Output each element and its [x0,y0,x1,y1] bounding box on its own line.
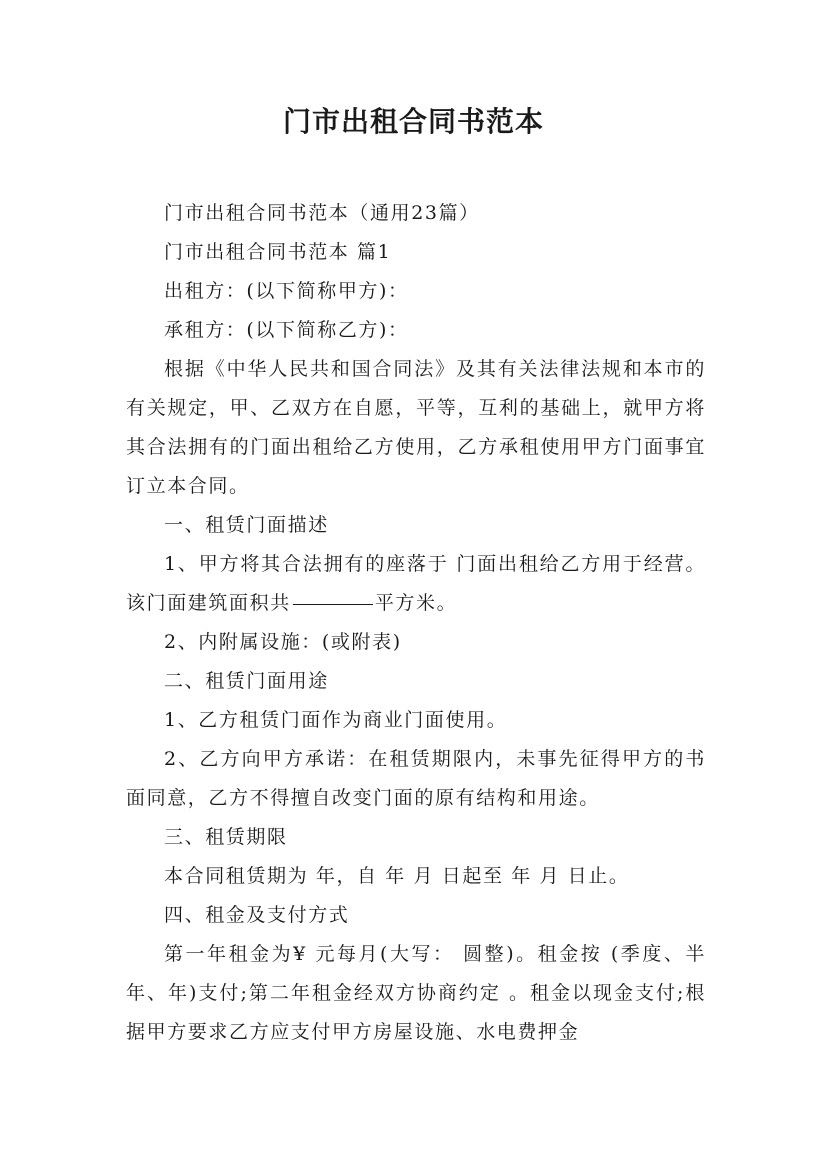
section-heading-rent: 四、租金及支付方式 [164,904,350,926]
paragraph-article-heading: 门市出租合同书范本 篇1 [164,241,392,263]
document-body [126,194,706,1052]
paragraph-lessor: 出租方：(以下简称甲方)： [164,280,409,302]
paragraph-clause: 2、内附属设施：(或附表) [164,631,402,653]
document-title: 门市出租合同书范本 [282,105,544,138]
paragraph-clause [126,545,706,623]
clause-text: 1、甲方将其合法拥有的座落于 门面出租给乙方用于经营。该门面建筑面积共 [126,553,706,614]
paragraph-lessee: 承租方：(以下简称乙方)： [164,319,409,341]
section-heading-term: 三、租赁期限 [164,826,288,848]
paragraph-clause: 2、乙方向甲方承诺：在租赁期限内，未事先征得甲方的书面同意，乙方不得擅自改变门面的原有结构和用途。 [126,748,706,809]
paragraph-clause: 本合同租赁期为 年，自 年 月 日起至 年 月 日止。 [164,865,630,887]
section-heading-usage: 二、租赁门面用途 [164,670,329,692]
fill-in-blank [293,603,373,605]
paragraph-subtitle: 门市出租合同书范本（通用23篇） [164,202,480,224]
paragraph-preamble: 根据《中华人民共和国合同法》及其有关法律法规和本市的有关规定，甲、乙双方在自愿，平等，互利的基础上，就甲方将其合法拥有的门面出租给乙方使用，乙方承租使用甲方门面事宜订立本合同。 [126,358,706,497]
paragraph-clause: 第一年租金为¥ 元每月(大写： 圆整)。租金按 (季度、半年、年)支付;第二年租金经双方协商约定 。租金以现金支付;根据甲方要求乙方应支付甲方房屋设施、水电费押金 [126,943,706,1043]
paragraph-clause: 1、乙方租赁门面作为商业门面使用。 [164,709,508,731]
clause-text-end: 平方米。 [374,592,458,614]
section-heading-description: 一、租赁门面描述 [164,514,329,536]
